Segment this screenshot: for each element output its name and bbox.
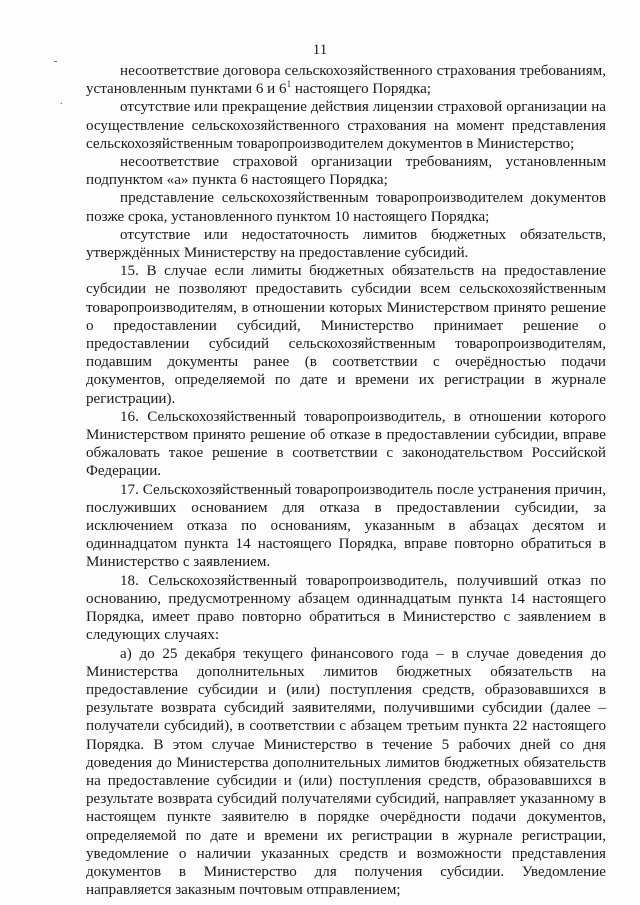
page-number: 11	[312, 42, 328, 58]
scan-mark: -	[54, 56, 58, 67]
superscript: 1	[286, 79, 292, 90]
paragraph-16: 16. Сельскохозяйственный товаропроизводитель, в отношении которого Министерством принято решение об отказе в предоставлении субсидии, вправе обжаловать такое решение в соответствии с законодательством Российской Федерации.	[86, 408, 606, 480]
paragraph: несоответствие страховой организации требованиям, установленным подпунктом «а» пункта 6 настоящего Порядка;	[86, 154, 606, 189]
paragraph: отсутствие или прекращение действия лицензии страховой организации на осуществление сельскохозяйственного страхования на момент представления сельскохозяйственным товаропроизводителем документов в Министерство;	[86, 99, 606, 152]
paragraph-text: настоящего Порядка;	[291, 81, 431, 98]
paragraph-15: 15. В случае если лимиты бюджетных обязательств на предоставление субсидии не позволяют предоставить субсидии всем сельскохозяйственным товаропроизводителям, в отношении которых Министерством принято решение о предоставлении субсидий, Министерство принимает решение о предоставлении субсидий сельскохозяйственным товаропроизводителям, подавшим документы ранее (в соответствии с очерёдностью подачи документов, определяемой по дате и времени их регистрации в журнале регистрации).	[86, 263, 606, 407]
scan-mark: .	[60, 96, 63, 107]
paragraph-17: 17. Сельскохозяйственный товаропроизводитель после устранения причин, послуживших основанием для отказа в предоставлении субсидии, за исключением отказа по основаниям, указанным в абзацах десятом и одиннадцатом пункта 14 настоящего Порядка, вправе повторно обратиться в Министерство с заявлением.	[86, 481, 606, 571]
paragraph	[86, 62, 606, 98]
paragraph: отсутствие или недостаточность лимитов бюджетных обязательств, утверждённых Министерству на предоставление субсидий.	[86, 226, 606, 262]
paragraph: представление сельскохозяйственным товаропроизводителем документов позже срока, установленного пунктом 10 настоящего Порядка;	[86, 190, 606, 225]
paragraph-text: несоответствие договора сельскохозяйственного страхования требованиям, установленным пунктами 6 и 6	[86, 63, 606, 98]
document-body	[86, 62, 606, 899]
paragraph-18a: а) до 25 декабря текущего финансового года – в случае доведения до Министерства дополнительных лимитов бюджетных обязательств на предоставление субсидии и (или) поступления средств, образовавшихся в результате возврата субсидий заявителями, получившими субсидии (далее – получатели субсидий), в соответствии с абзацем третьим пункта 22 настоящего Порядка. В этом случае Министерство в течение 5 рабочих дней со дня доведения до Министерства дополнительных лимитов бюджетных обязательств на предоставление субсидии и (или) поступления средств, образовавшихся в результате возврата субсидий получателями субсидий, направляет указанному в настоящем пункте заявителю в порядке очерёдности подачи документов, определяемой по дате и времени их регистрации в журнале регистрации, уведомление о наличии указанных средств и возможности представления документов в Министерство для получения субсидии. Уведомление направляется заказным почтовым отправлением;	[86, 645, 606, 899]
paragraph-18: 18. Сельскохозяйственный товаропроизводитель, получивший отказ по основанию, предусмотренному абзацем одиннадцатым пункта 14 настоящего Порядка, имеет право повторно обратиться в Министерство с заявлением в следующих случаях:	[86, 572, 606, 644]
